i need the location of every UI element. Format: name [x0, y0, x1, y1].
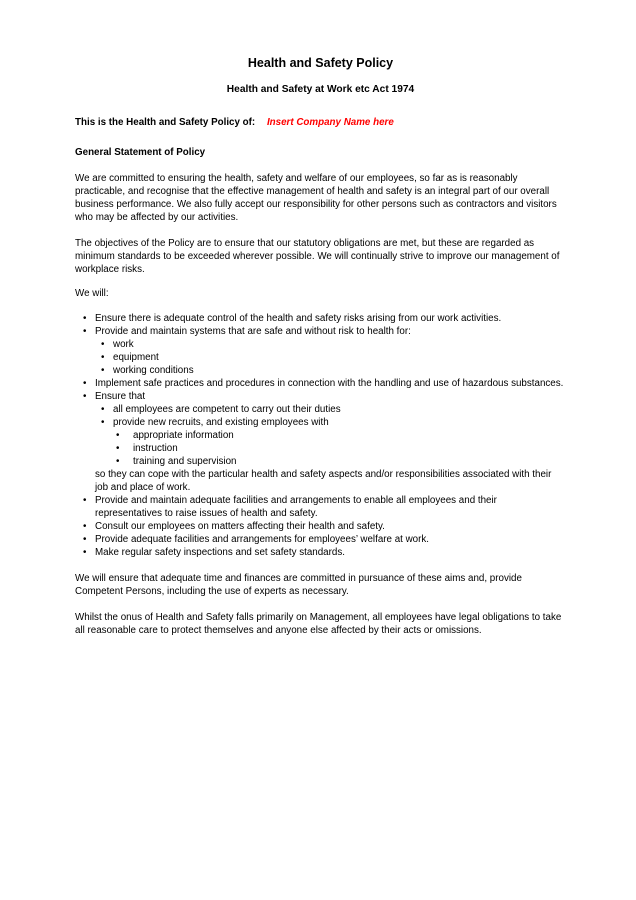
list-item-instruction — [113, 442, 566, 455]
list-item-text: training and supervision — [133, 456, 237, 467]
list-item-ensure-control — [75, 312, 566, 325]
policy-of-line — [75, 116, 566, 129]
list-item-provide-systems — [75, 325, 566, 377]
list-item-implement-safe-practices — [75, 377, 566, 390]
list-item-text: Ensure that — [95, 391, 146, 402]
list-item-text: equipment — [113, 352, 159, 363]
list-item-text: working conditions — [113, 365, 194, 376]
document-title: Health and Safety Policy — [247, 56, 394, 70]
list-item-text: work — [113, 339, 134, 350]
bullet-continuation-text: so they can cope with the particular health and safety aspects and/or responsibilities associated with their job and place of work. — [95, 469, 552, 493]
paragraph-we-will: We will: — [75, 288, 109, 299]
list-item-facilities-arrangements — [75, 494, 566, 520]
paragraph-objectives: The objectives of the Policy are to ensure that our statutory obligations are met, but these are regarded as minimum standards to be exceeded wherever possible. We will continually strive to improve our management of workplace risks. — [75, 238, 560, 275]
ensure-that-sublist — [95, 403, 566, 468]
list-item-provide-new-recruits — [95, 416, 566, 468]
list-item-training-supervision — [113, 455, 566, 468]
list-item-text: Make regular safety inspections and set safety standards. — [95, 547, 345, 558]
list-item-text: Provide adequate facilities and arrangements for employees’ welfare at work. — [95, 534, 429, 545]
list-item-text: Provide and maintain adequate facilities and arrangements to enable all employees and their representatives to raise issues of health and safety. — [95, 495, 497, 519]
list-item-consult-employees — [75, 520, 566, 533]
list-item-work — [95, 338, 566, 351]
list-item-text: Implement safe practices and procedures in connection with the handling and use of hazardous substances. — [95, 378, 564, 389]
list-item-equipment — [95, 351, 566, 364]
list-item-text: Provide and maintain systems that are safe and without risk to health for: — [95, 326, 411, 337]
list-item-text: provide new recruits, and existing employees with — [113, 417, 329, 428]
paragraph-commitment: We are committed to ensuring the health, safety and welfare of our employees, so far as is reasonably practicable, and recognise that the effective management of health and safety is an integral part of our overall business performance. We also fully accept our responsibility for other persons such as contractors and visitors who may be affected by our activities. — [75, 173, 557, 223]
systems-sublist — [95, 338, 566, 377]
company-name-placeholder[interactable]: Insert Company Name here — [266, 117, 394, 128]
paragraph-resources: We will ensure that adequate time and finances are committed in pursuance of these aims and, provide Competent Persons, including the use of experts as necessary. — [75, 573, 522, 597]
list-item-text: instruction — [133, 443, 178, 454]
list-item-working-conditions — [95, 364, 566, 377]
document-subtitle: Health and Safety at Work etc Act 1974 — [226, 84, 415, 95]
list-item-text: Consult our employees on matters affecting their health and safety. — [95, 521, 385, 532]
list-item-ensure-that — [75, 390, 566, 494]
list-item-appropriate-information — [113, 429, 566, 442]
list-item-employees-competent — [95, 403, 566, 416]
paragraph-obligations: Whilst the onus of Health and Safety falls primarily on Management, all employees have legal obligations to take all reasonable care to protect themselves and anyone else affected by their acts or omissions. — [75, 612, 562, 636]
section-heading-general-statement: General Statement of Policy — [75, 147, 206, 158]
list-item-safety-inspections — [75, 546, 566, 559]
list-item-text: Ensure there is adequate control of the health and safety risks arising from our work activities. — [95, 313, 502, 324]
list-item-employee-welfare — [75, 533, 566, 546]
list-item-text: appropriate information — [133, 430, 234, 441]
recruits-sublist — [113, 429, 566, 468]
list-item-text: all employees are competent to carry out their duties — [113, 404, 341, 415]
policy-of-label: This is the Health and Safety Policy of: — [75, 117, 256, 128]
policy-commitments-list — [75, 312, 566, 559]
